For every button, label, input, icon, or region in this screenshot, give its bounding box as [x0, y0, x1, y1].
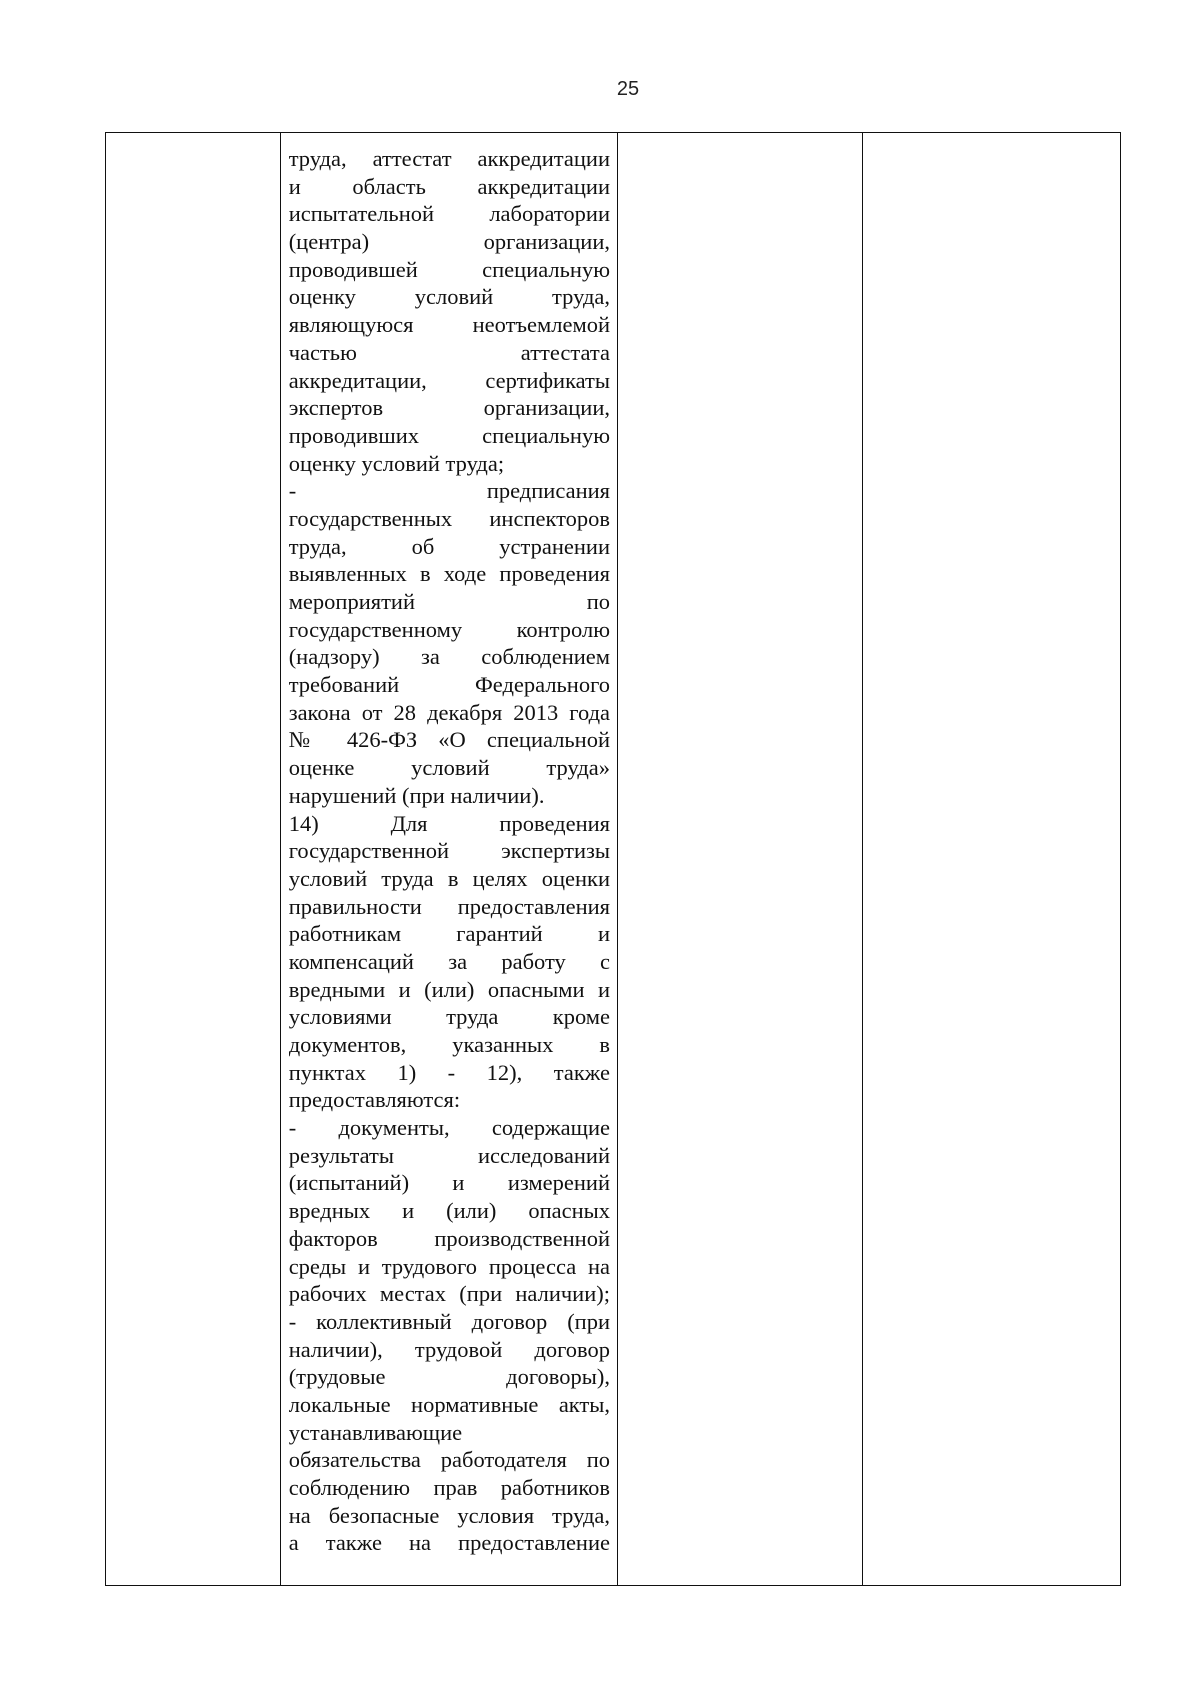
text-line: государственных инспекторов [288, 505, 611, 531]
table-cell-col1 [106, 133, 281, 1586]
text-line: вредных и (или) опасных [288, 1198, 611, 1224]
text-line: и область аккредитации [288, 173, 611, 199]
text-line: проводившей специальную [288, 256, 611, 282]
text-line: условий труда в целях оценки [288, 865, 611, 891]
text-line: факторов производственной [288, 1225, 611, 1251]
text-line: наличии), трудовой договор [288, 1336, 611, 1362]
text-line: закона от 28 декабря 2013 года [288, 699, 611, 725]
text-line: а также на предоставление [288, 1530, 611, 1556]
text-line: оценку условий труда; [288, 450, 505, 476]
text-line: условиями труда кроме [288, 1004, 611, 1030]
table-cell-col2 [280, 133, 617, 1586]
text-line: на безопасные условия труда, [288, 1502, 611, 1528]
text-line: труда, аттестат аккредитации [288, 146, 611, 171]
text-line: частью аттестата [288, 339, 611, 365]
text-line: являющуюся неотъемлемой [288, 312, 611, 338]
text-line: среды и трудового процесса на [288, 1253, 611, 1279]
cell-text-requirements [281, 133, 617, 1557]
text-line: оценке условий труда» [288, 755, 611, 781]
text-line: выявленных в ходе проведения [288, 561, 611, 587]
text-line: труда, об устранении [288, 533, 611, 559]
text-line: устанавливающие [288, 1419, 463, 1445]
text-line: - предписания [288, 478, 611, 504]
text-line: экспертов организации, [288, 395, 611, 421]
table-row [106, 133, 1121, 1586]
text-line: (трудовые договоры), [288, 1364, 611, 1390]
table-cell-col3 [618, 133, 863, 1586]
text-line: работникам гарантий и [288, 921, 611, 947]
text-line: пунктах 1) - 12), также [288, 1059, 611, 1085]
text-line: документов, указанных в [288, 1032, 611, 1057]
text-line: предоставляются: [288, 1087, 461, 1113]
text-line: правильности предоставления [288, 893, 611, 919]
text-line: нарушений (при наличии). [288, 782, 545, 808]
text-line: компенсаций за работу с [288, 948, 611, 974]
text-line: государственной экспертизы [288, 838, 611, 864]
table-cell-col4 [862, 133, 1120, 1586]
text-line: № 426-ФЗ «О специальной [288, 727, 611, 753]
text-line: - коллективный договор (при [288, 1308, 611, 1334]
text-line: локальные нормативные акты, [288, 1391, 611, 1417]
text-line: рабочих местах (при наличии); [288, 1281, 611, 1307]
text-line: 14) Для проведения [288, 810, 611, 836]
text-line: соблюдению прав работников [288, 1475, 611, 1500]
text-line: испытательной лаборатории [288, 201, 611, 227]
text-line: результаты исследований [288, 1142, 611, 1168]
text-line: обязательства работодателя по [288, 1447, 611, 1473]
text-line: государственному контролю [288, 616, 611, 642]
text-line: требований Федерального [288, 672, 611, 698]
text-line: оценку условий труда, [288, 284, 611, 310]
document-table [105, 132, 1121, 1586]
page-number: 25 [616, 78, 640, 100]
text-line: аккредитации, сертификаты [288, 367, 611, 393]
text-line: проводивших специальную [288, 422, 611, 448]
text-line: (надзору) за соблюдением [288, 644, 611, 670]
text-line: - документы, содержащие [288, 1115, 611, 1141]
text-line: вредными и (или) опасными и [288, 976, 611, 1002]
text-line: (испытаний) и измерений [288, 1170, 611, 1196]
text-line: (центра) организации, [288, 229, 611, 255]
text-line: мероприятий по [288, 589, 611, 614]
